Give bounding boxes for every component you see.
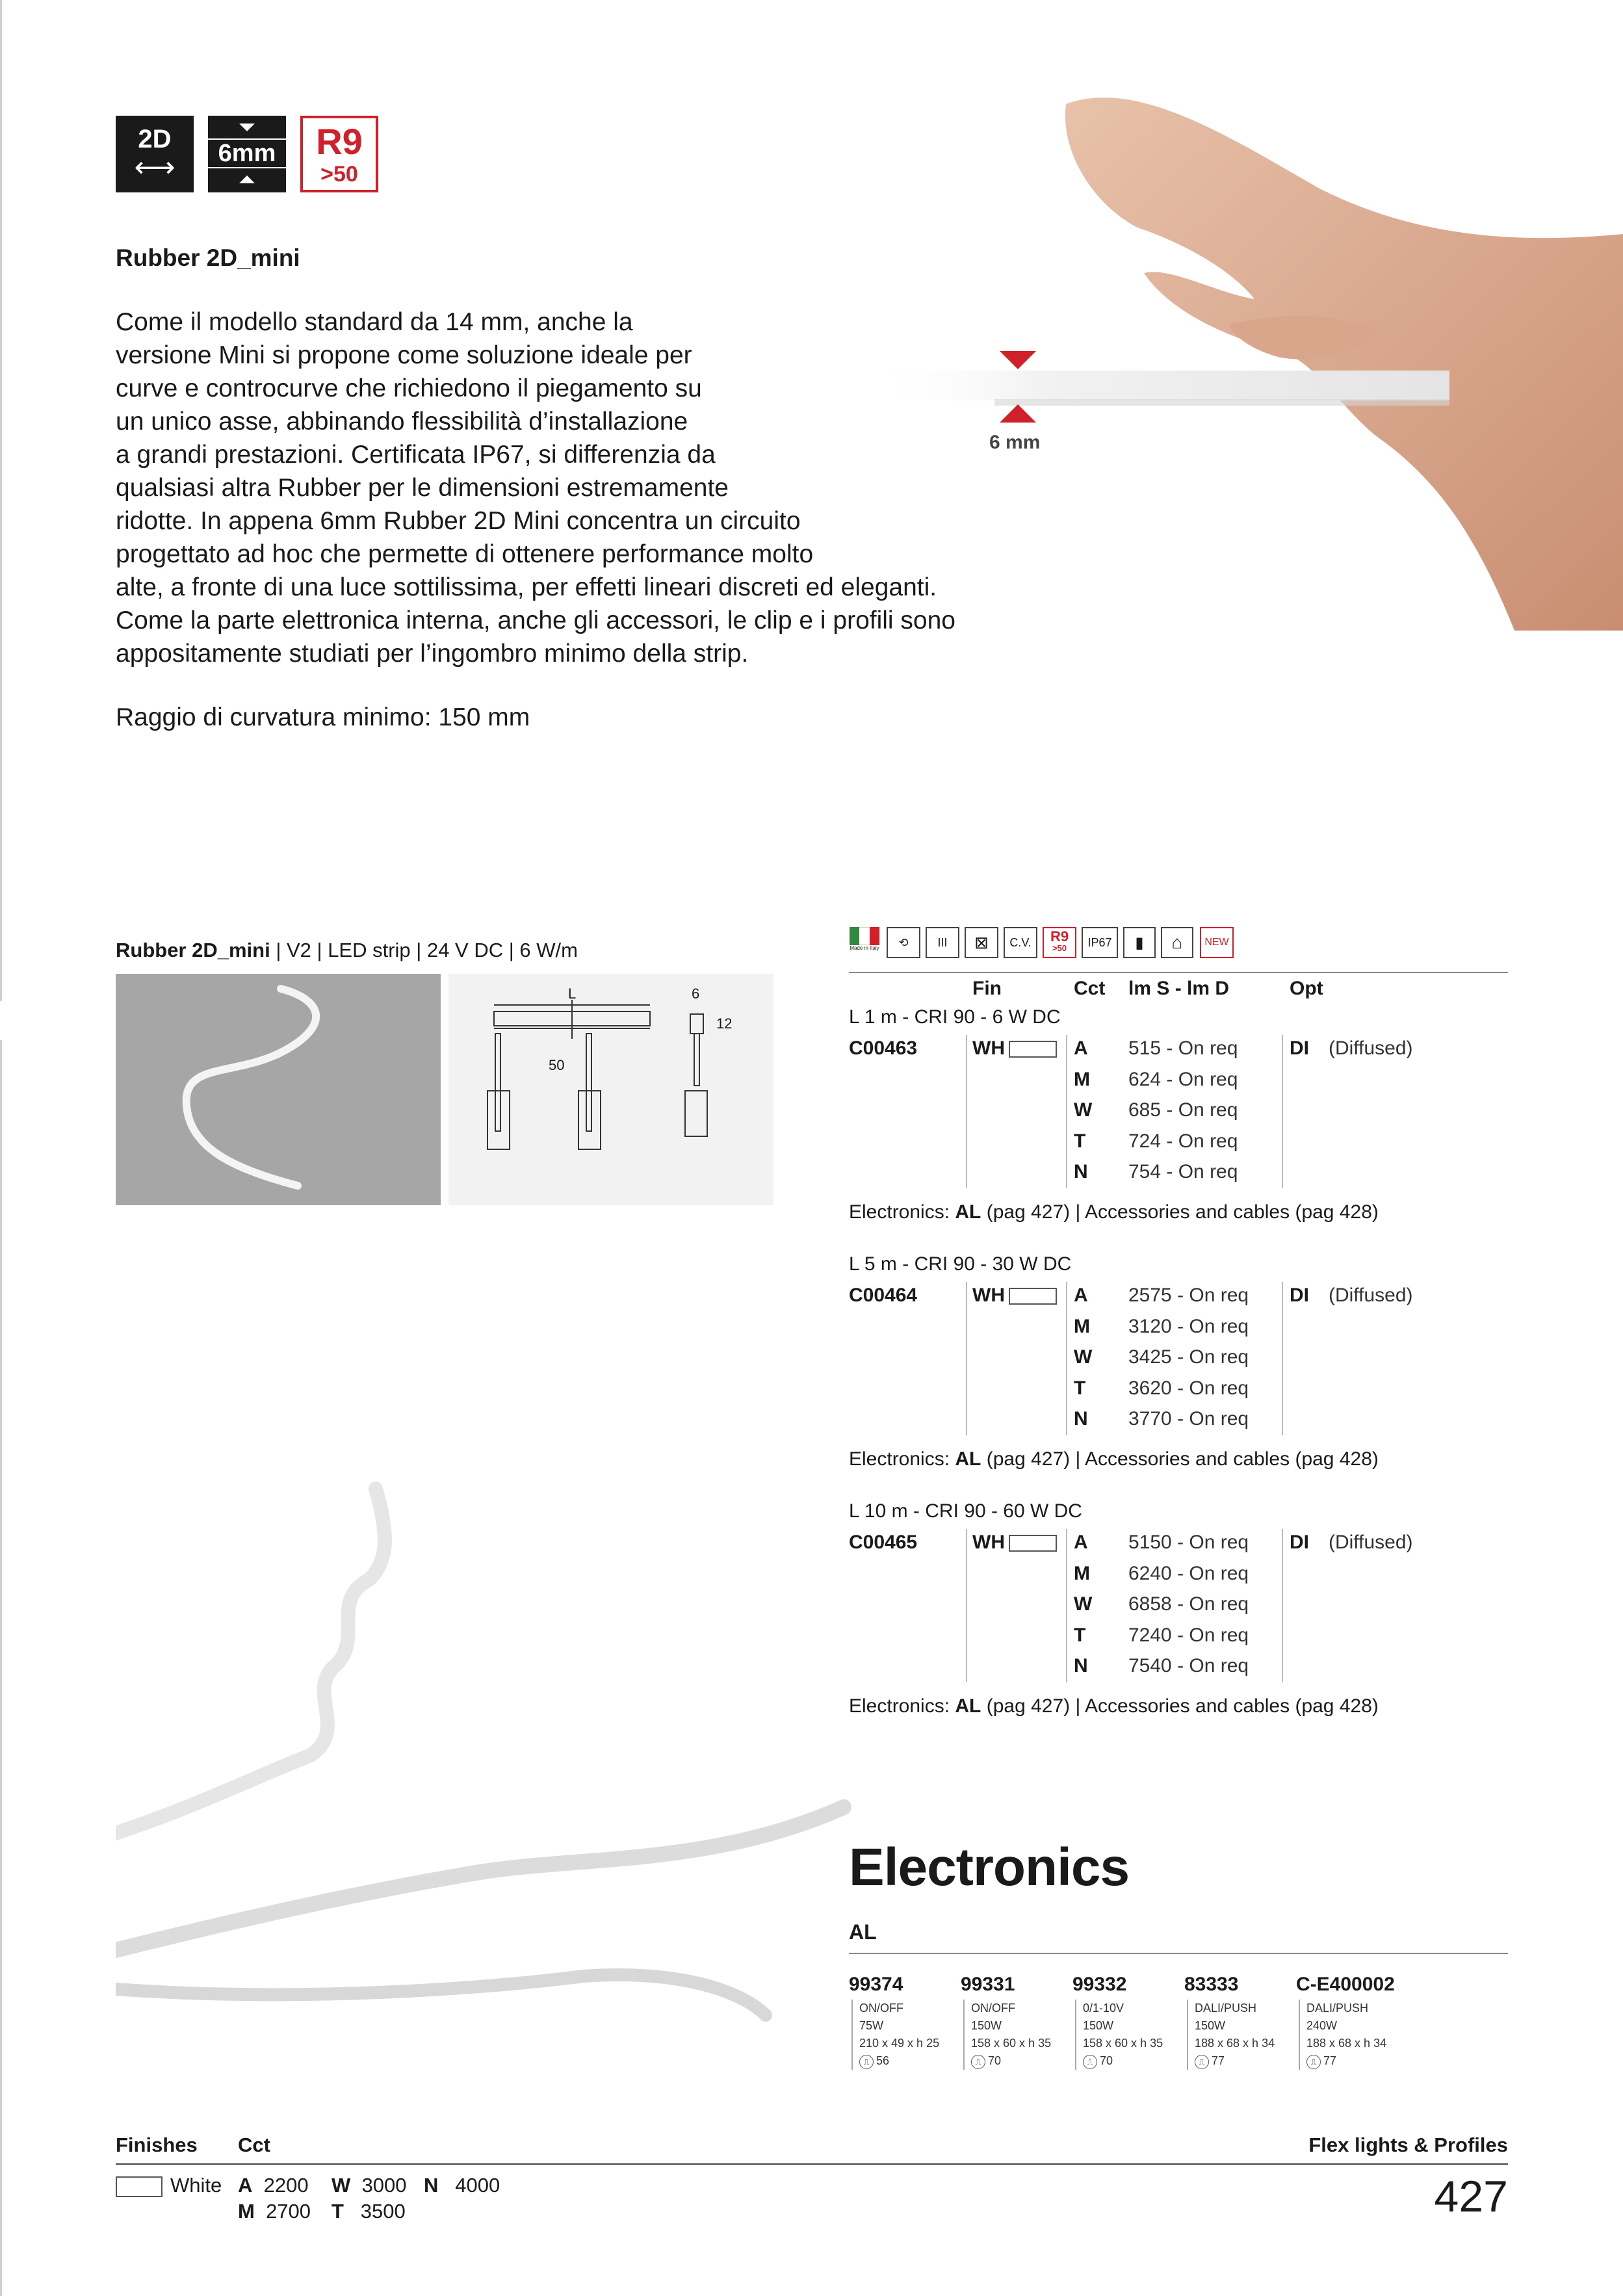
driver-spec — [1075, 2000, 1163, 2070]
indoor-icon: ⌂ — [1161, 927, 1193, 958]
cct-m: M 2700 — [238, 2200, 311, 2223]
table-top-rule — [849, 972, 1508, 973]
page-margin-line — [0, 1040, 2, 2296]
opt-code: DI — [1290, 1532, 1309, 1553]
footnote-prefix: Electronics: — [849, 1448, 955, 1470]
col-divider — [1066, 1035, 1067, 1188]
cct-code: M — [1074, 1068, 1090, 1090]
cct-code: T — [1074, 1130, 1086, 1152]
driver-page — [1195, 2052, 1275, 2070]
spec-details: | V2 | LED strip | 24 V DC | 6 W/m — [270, 939, 578, 961]
driver-spec — [851, 2000, 939, 2070]
lumen-value: 2575 - On req — [1128, 1285, 1249, 1306]
r9-cert-label: R9 — [1050, 928, 1069, 945]
electronics-sub: AL — [849, 1920, 877, 1944]
footnote-al: AL — [955, 1201, 981, 1223]
cct-code: W — [1074, 1593, 1093, 1615]
driver-spec — [963, 2000, 1051, 2070]
description-line: ridotte. In appena 6mm Rubber 2D Mini concentra un circuito — [116, 507, 801, 535]
description-line: appositamente studiati per l’ingombro minimo della strip. — [116, 640, 749, 668]
cct-label: Cct — [238, 2133, 270, 2156]
badge-r9 — [300, 116, 378, 192]
strip-render-illustration — [116, 1417, 883, 2067]
cct-code: W — [1074, 1346, 1093, 1368]
cct-code: M — [1074, 1315, 1090, 1337]
drawing-label-12: 12 — [716, 1015, 733, 1032]
lumen-value: 754 - On req — [1128, 1161, 1238, 1182]
footnote-al: AL — [955, 1448, 981, 1470]
cct-w: W 3000 — [331, 2174, 407, 2197]
driver-code: 99332 — [1072, 1974, 1127, 1995]
driver-page-number: 70 — [988, 2054, 1002, 2067]
footnote-prefix: Electronics: — [849, 1695, 955, 1717]
driver-page-number: 77 — [1323, 2054, 1337, 2067]
col-divider — [1066, 1282, 1067, 1435]
col-divider — [1282, 1282, 1283, 1435]
driver-code: 99331 — [961, 1974, 1015, 1995]
driver-power: 150W — [1195, 2019, 1226, 2032]
lumen-value: 624 - On req — [1128, 1068, 1238, 1090]
book-icon: ⎍ — [1195, 2055, 1209, 2069]
driver-mode: ON/OFF — [859, 2002, 903, 2015]
finish — [972, 1037, 1057, 1060]
cct-code: A — [1074, 1532, 1088, 1553]
driver-code: C-E400002 — [1296, 1974, 1395, 1995]
header-fin: Fin — [972, 978, 1002, 999]
lumen-value: 5150 - On req — [1128, 1532, 1249, 1553]
driver-power: 75W — [859, 2019, 884, 2032]
description-line: un unico asse, abbinando flessibilità d’installazione — [116, 408, 688, 436]
cct-code: A — [1074, 1285, 1088, 1306]
lumen-value: 3770 - On req — [1128, 1408, 1249, 1429]
constant-voltage-icon — [1004, 927, 1037, 958]
finish — [972, 1285, 1057, 1307]
lumen-value: 685 - On req — [1128, 1099, 1238, 1121]
spec-name: Rubber 2D_mini — [116, 939, 270, 961]
description-line: qualsiasi altra Rubber per le dimensioni estremamente — [116, 474, 729, 502]
r9-cert-icon — [1043, 927, 1076, 958]
triangle-down-icon — [1000, 351, 1036, 369]
lumen-value: 6858 - On req — [1128, 1593, 1249, 1615]
no-dispose-icon: ⊠ — [965, 927, 998, 958]
lumen-value: 7540 - On req — [1128, 1655, 1249, 1676]
made-in-italy-label: Made in Italy — [850, 945, 879, 951]
header-opt: Opt — [1290, 978, 1323, 999]
driver-mode: DALI/PUSH — [1195, 2002, 1257, 2015]
rotation-icon: ⟲ — [887, 927, 920, 958]
description-line: Come il modello standard da 14 mm, anche la — [116, 308, 633, 336]
white-swatch — [1009, 1041, 1057, 1058]
footnote-rest: (pag 427) | Accessories and cables (pag 428) — [981, 1695, 1379, 1717]
driver-code: 83333 — [1184, 1974, 1239, 1995]
driver-power: 240W — [1306, 2019, 1338, 2032]
description-line: a grandi prestazioni. Certificata IP67, si differenzia da — [116, 441, 716, 469]
class-iii-label: III — [937, 935, 948, 949]
badge-6mm — [208, 116, 286, 192]
description-line: progettato ad hoc che permette di ottenere performance molto — [116, 540, 814, 568]
col-divider — [966, 1282, 967, 1435]
description-line: versione Mini si propone come soluzione ideale per — [116, 341, 692, 369]
cct-a-value: 2200 — [263, 2174, 309, 2197]
double-arrow-icon: ⟷ — [134, 151, 175, 183]
opt-label: (Diffused) — [1329, 1037, 1413, 1059]
white-swatch — [116, 2176, 162, 2197]
driver-page-number: 70 — [1100, 2054, 1113, 2067]
cct-a: A 2200 — [238, 2174, 309, 2197]
bend-radius: Raggio di curvatura minimo: 150 mm — [116, 703, 530, 731]
connector-diagram — [448, 974, 773, 1205]
flex-strip-drawing — [116, 974, 441, 1205]
footnote-prefix: Electronics: — [849, 1201, 955, 1223]
book-icon: ⎍ — [859, 2055, 874, 2069]
book-icon: ⎍ — [1083, 2055, 1097, 2069]
electronics-rule — [849, 1953, 1508, 1954]
triangle-up-icon — [1000, 404, 1036, 423]
class-iii-icon — [926, 927, 959, 958]
drawing-label-L: L — [568, 985, 577, 1002]
group-title: L 10 m - CRI 90 - 60 W DC — [849, 1500, 1082, 1522]
product-code: C00464 — [849, 1285, 918, 1306]
badge-r9-label: R9 — [316, 121, 363, 162]
cct-code: M — [1074, 1562, 1090, 1584]
cct-code: T — [1074, 1624, 1086, 1646]
product-code: C00465 — [849, 1532, 918, 1553]
driver-page-number: 56 — [876, 2054, 890, 2067]
cct-w-value: 3000 — [361, 2174, 407, 2197]
lumen-value: 515 - On req — [1128, 1037, 1238, 1059]
group-title: L 5 m - CRI 90 - 30 W DC — [849, 1253, 1072, 1275]
book-icon: ⎍ — [1306, 2055, 1321, 2069]
description-line: alte, a fronte di una luce sottilissima, per effetti lineari discreti ed eleganti. — [116, 573, 937, 601]
driver-page — [859, 2052, 939, 2070]
driver-dims: 188 x 68 x h 34 — [1306, 2037, 1387, 2050]
col-divider — [966, 1035, 967, 1188]
footnote-al: AL — [955, 1695, 981, 1717]
triangle-down-icon — [239, 124, 255, 131]
page-margin-line — [0, 0, 2, 1001]
triangle-up-icon — [239, 176, 255, 183]
hand-holding-strip-illustration — [864, 78, 1623, 631]
driver-dims: 188 x 68 x h 34 — [1195, 2037, 1275, 2050]
cct-code: N — [1074, 1161, 1088, 1182]
r9-cert-sub: >50 — [1052, 943, 1067, 953]
electronics-heading: Electronics — [849, 1838, 1130, 1897]
finishes-label: Finishes — [116, 2133, 198, 2156]
electronics-footnote — [849, 1448, 1379, 1470]
made-in-italy-flag-icon — [849, 927, 880, 958]
technical-drawing — [448, 974, 773, 1205]
opt-code: DI — [1290, 1037, 1309, 1059]
strip-image — [116, 974, 441, 1205]
white-label: White — [170, 2174, 222, 2197]
cct-m-value: 2700 — [266, 2200, 311, 2223]
cct-n: N 4000 — [424, 2174, 500, 2197]
driver-mode: ON/OFF — [971, 2002, 1015, 2015]
footnote-rest: (pag 427) | Accessories and cables (pag 428) — [981, 1201, 1379, 1223]
cv-label: C.V. — [1009, 935, 1032, 949]
footer-rule — [116, 2163, 1508, 2165]
driver-page — [971, 2052, 1051, 2070]
mounting-icon: ▮ — [1123, 927, 1156, 958]
driver-code: 99374 — [849, 1974, 903, 1995]
finish — [972, 1532, 1057, 1554]
driver-page — [1083, 2052, 1163, 2070]
product-code: C00463 — [849, 1037, 918, 1059]
cct-n-value: 4000 — [455, 2174, 500, 2197]
driver-power: 150W — [971, 2019, 1002, 2032]
spec-line — [116, 939, 578, 962]
lumen-value: 7240 - On req — [1128, 1624, 1249, 1646]
cct-code: A — [1074, 1037, 1088, 1059]
driver-power: 150W — [1083, 2019, 1114, 2032]
description-line: Come la parte elettronica interna, anche gli accessori, le clip e i profili sono — [116, 607, 955, 634]
lumen-value: 3620 - On req — [1128, 1377, 1249, 1399]
white-swatch — [1009, 1535, 1057, 1552]
cct-t: T 3500 — [331, 2200, 406, 2223]
cct-code: N — [1074, 1408, 1088, 1429]
new-badge — [1200, 927, 1234, 958]
product-photo — [864, 78, 1623, 631]
cct-code: N — [1074, 1655, 1088, 1676]
badge-2d — [116, 116, 194, 192]
new-label: NEW — [1204, 937, 1229, 948]
header-cct: Cct — [1074, 978, 1106, 999]
finish-code: WH — [972, 1285, 1005, 1306]
header-lm: lm S - lm D — [1128, 978, 1230, 999]
badge-6mm-label: 6mm — [208, 138, 286, 168]
opt-label: (Diffused) — [1329, 1532, 1413, 1553]
col-divider — [1066, 1529, 1067, 1682]
white-swatch — [1009, 1288, 1057, 1305]
cct-t-value: 3500 — [360, 2200, 406, 2223]
dimension-label: 6 mm — [989, 432, 1041, 453]
cct-code: W — [1074, 1099, 1093, 1121]
lumen-value: 3425 - On req — [1128, 1346, 1249, 1368]
driver-dims: 158 x 60 x h 35 — [1083, 2037, 1163, 2050]
book-icon: ⎍ — [971, 2055, 985, 2069]
electronics-footnote — [849, 1201, 1379, 1223]
col-divider — [1282, 1035, 1283, 1188]
lumen-value: 6240 - On req — [1128, 1562, 1249, 1584]
opt-code: DI — [1290, 1285, 1309, 1306]
finish-code: WH — [972, 1532, 1005, 1553]
driver-spec — [1187, 2000, 1275, 2070]
section-name: Flex lights & Profiles — [1308, 2133, 1508, 2156]
footnote-rest: (pag 427) | Accessories and cables (pag 428) — [981, 1448, 1379, 1470]
drawing-label-6: 6 — [692, 985, 700, 1002]
driver-dims: 210 x 49 x h 25 — [859, 2037, 940, 2050]
ip67-label: IP67 — [1087, 935, 1112, 949]
group-title: L 1 m - CRI 90 - 6 W DC — [849, 1006, 1061, 1028]
opt-label: (Diffused) — [1329, 1285, 1413, 1306]
col-divider — [966, 1529, 967, 1682]
lumen-value: 3120 - On req — [1128, 1315, 1249, 1337]
driver-page-number: 77 — [1212, 2054, 1225, 2067]
drawing-label-50: 50 — [549, 1057, 565, 1073]
driver-mode: 0/1-10V — [1083, 2002, 1124, 2015]
driver-dims: 158 x 60 x h 35 — [971, 2037, 1052, 2050]
badge-2d-label: 2D — [138, 125, 172, 153]
description-line: curve e controcurve che richiedono il piegamento su — [116, 374, 702, 402]
flex-strip-render — [116, 1417, 883, 2067]
badge-r9-sub: >50 — [320, 162, 358, 187]
col-divider — [1282, 1529, 1283, 1682]
driver-spec — [1299, 2000, 1386, 2070]
cct-code: T — [1074, 1377, 1086, 1399]
finish-code: WH — [972, 1037, 1005, 1059]
driver-mode: DALI/PUSH — [1306, 2002, 1369, 2015]
electronics-footnote — [849, 1695, 1379, 1717]
driver-page — [1306, 2052, 1386, 2070]
page-number: 427 — [1434, 2172, 1508, 2221]
ip67-icon — [1082, 927, 1118, 958]
lumen-value: 724 - On req — [1128, 1130, 1238, 1152]
product-title: Rubber 2D_mini — [116, 244, 300, 271]
